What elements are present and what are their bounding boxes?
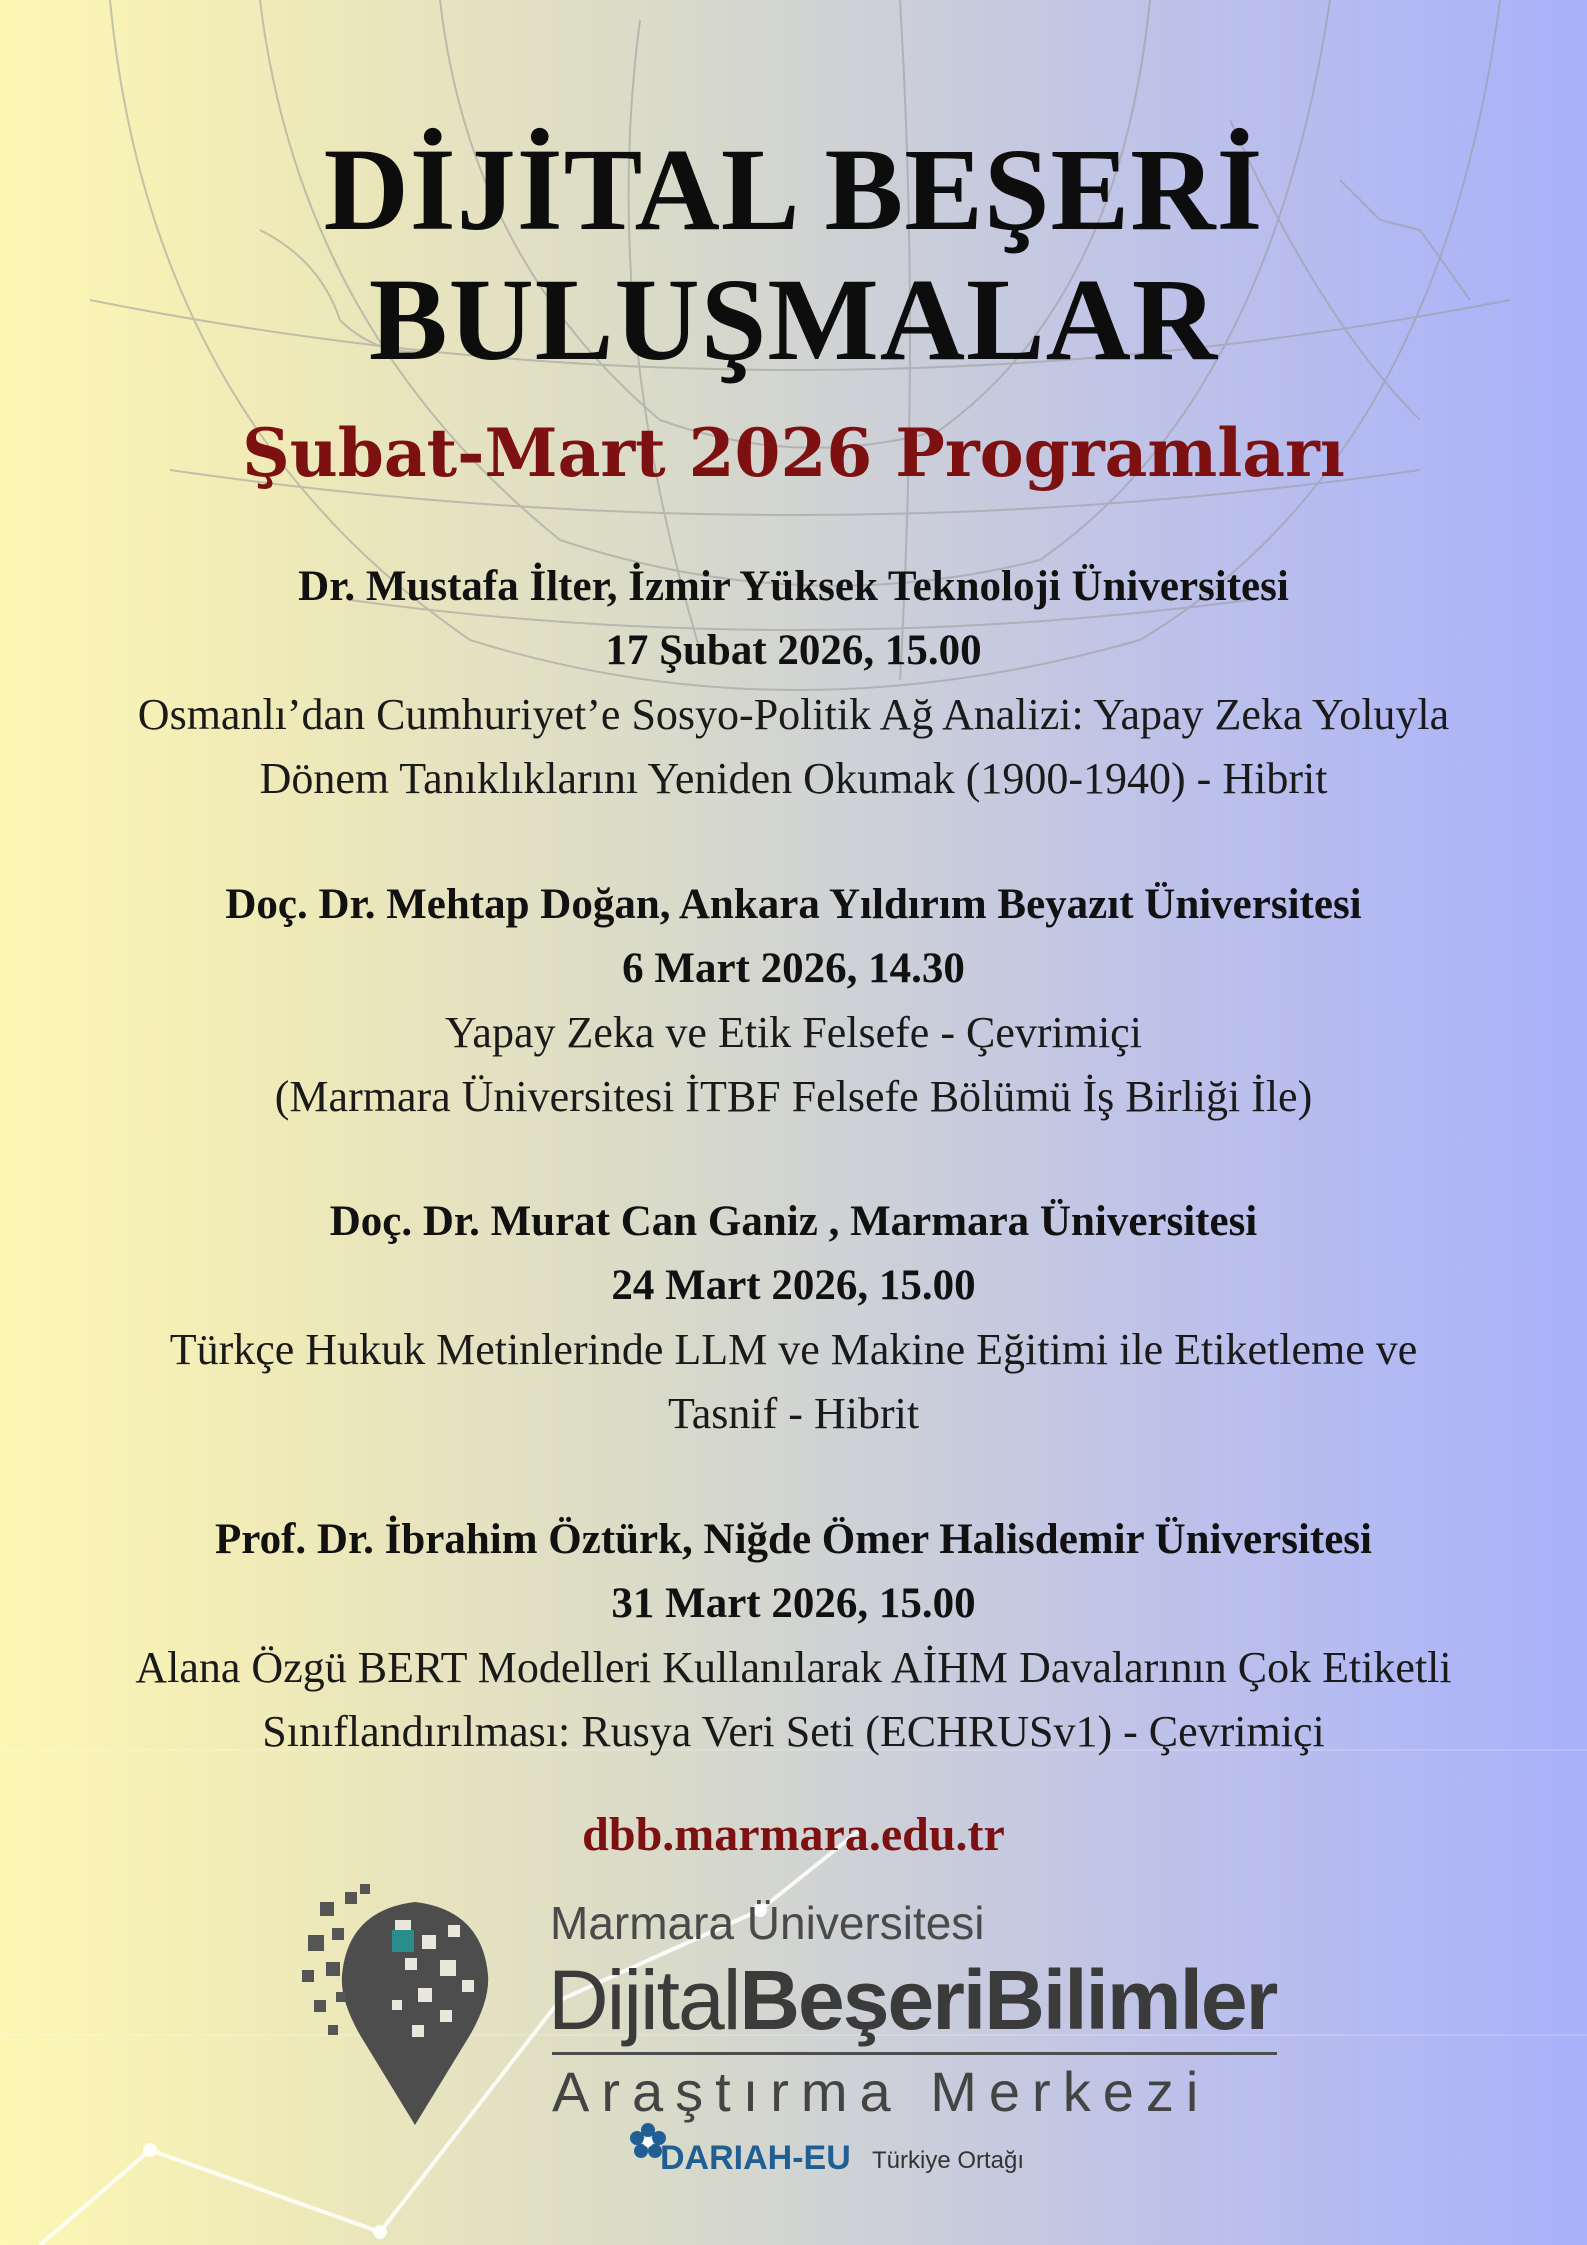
logo-name-bold: BeşeriBilimler — [739, 1953, 1277, 2047]
event-date: 6 Mart 2026, 14.30 — [622, 945, 965, 992]
website-link[interactable]: dbb.marmara.edu.tr — [582, 1808, 1005, 1861]
title-line-1: DİJİTAL BEŞERİ — [323, 124, 1264, 255]
event-description: Tasnif - Hibrit — [667, 1389, 920, 1438]
title-line-2: BULUŞMALAR — [368, 254, 1219, 385]
event-speaker: Dr. Mustafa İlter, İzmir Yüksek Teknoloji Üniversitesi — [298, 563, 1289, 610]
event-description: (Marmara Üniversitesi İTBF Felsefe Bölümü İş Birliği İle) — [274, 1072, 1313, 1121]
event-speaker: Doç. Dr. Mehtap Doğan, Ankara Yıldırım Beyazıt Üniversitesi — [225, 881, 1362, 928]
event-date: 17 Şubat 2026, 15.00 — [605, 627, 982, 674]
event-3 — [0, 1190, 1587, 1446]
program-subtitle: Şubat-Mart 2026 Programları — [242, 414, 1345, 492]
dariah-partner-label: Türkiye Ortağı — [872, 2147, 1025, 2174]
event-speaker: Doç. Dr. Murat Can Ganiz , Marmara Üniversitesi — [329, 1198, 1258, 1245]
event-description: Yapay Zeka ve Etik Felsefe - Çevrimiçi — [445, 1008, 1142, 1057]
logo-center-name — [548, 1952, 1276, 2048]
logo-name-light: Dijital — [548, 1953, 740, 2047]
event-description: Alana Özgü BERT Modelleri Kullanılarak AİHM Davalarının Çok Etiketli — [135, 1643, 1452, 1692]
dariah-label: DARIAH-EU — [660, 2139, 851, 2177]
event-date: 31 Mart 2026, 15.00 — [611, 1580, 976, 1627]
logo-research-center: Araştırma Merkezi — [552, 2060, 1211, 2123]
event-speaker: Prof. Dr. İbrahim Öztürk, Niğde Ömer Halisdemir Üniversitesi — [215, 1516, 1372, 1563]
event-1 — [0, 555, 1587, 811]
event-description: Dönem Tanıklıklarını Yeniden Okumak (1900-1940) - Hibrit — [259, 754, 1328, 803]
event-description: Türkçe Hukuk Metinlerinde LLM ve Makine Eğitimi ile Etiketleme ve — [169, 1325, 1418, 1374]
map-pin-pixel-icon — [300, 1880, 530, 2130]
event-description: Osmanlı’dan Cumhuriyet’e Sosyo-Politik Ağ Analizi: Yapay Zeka Yoluyla — [137, 690, 1450, 739]
logo-university-name: Marmara Üniversitesi — [550, 1897, 985, 1949]
logo-divider — [552, 2052, 1277, 2055]
event-date: 24 Mart 2026, 15.00 — [611, 1262, 976, 1309]
event-4 — [0, 1508, 1587, 1764]
event-2 — [0, 873, 1587, 1129]
event-description: Sınıflandırılması: Rusya Veri Seti (ECHRUSv1) - Çevrimiçi — [262, 1707, 1325, 1756]
